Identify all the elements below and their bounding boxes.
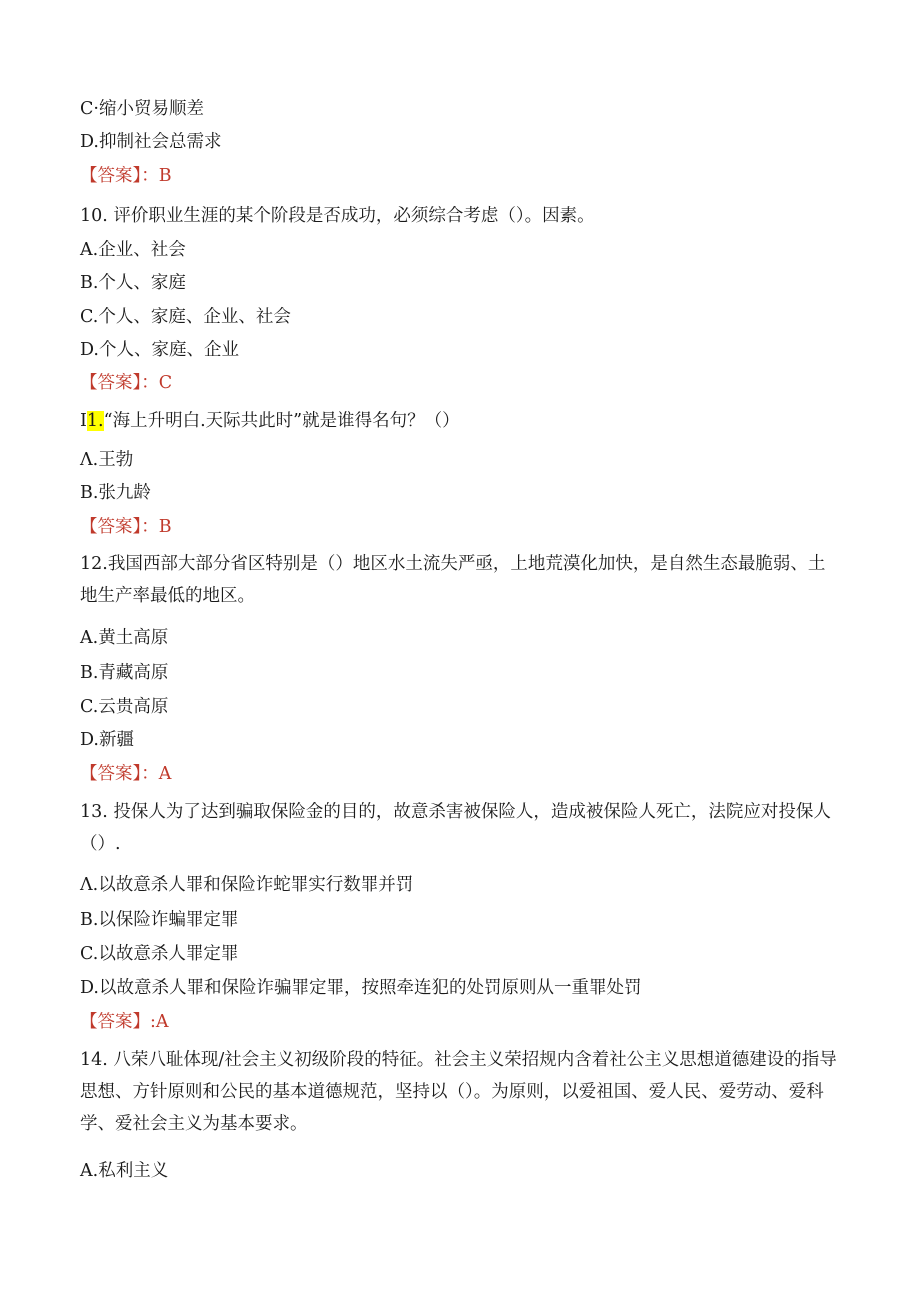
- question-11: [80, 410, 460, 432]
- question-12: 12.我国西部大部分省区特别是（）地区水土流失严亟，上地荒漠化加快，是自然生态最脆弱、土地生产率最低的地区。: [80, 554, 826, 606]
- question-13: 13. 投保人为了达到骗取保险金的目的，故意杀害被保险人，造成被保险人死亡，法院应对投保人（）.: [80, 802, 831, 854]
- answer-9: 【答案】：B: [80, 166, 172, 186]
- option-10c: C.个人、家庭、企业、社会: [80, 307, 291, 327]
- option-9c: C·缩小贸易顺差: [80, 99, 204, 119]
- option-13c: C.以故意杀人罪定罪: [80, 944, 239, 964]
- answer-12: 【答案】：A: [80, 764, 172, 784]
- option-13d: D.以故意杀人罪和保险诈骗罪定罪，按照牵连犯的处罚原则从一重罪处罚: [80, 978, 642, 998]
- question-11-prefix: I: [80, 411, 87, 431]
- question-11-number-highlight: 1.: [86, 411, 104, 431]
- answer-11: 【答案】：B: [80, 517, 172, 537]
- option-12c: C.云贵高原: [80, 697, 169, 717]
- option-11a: Λ.王勃: [80, 450, 134, 470]
- option-10a: A.企业、社会: [80, 240, 186, 260]
- option-11b: B.张九龄: [80, 483, 151, 503]
- option-13b: B.以保险诈蝙罪定罪: [80, 910, 239, 930]
- option-12b: B.青藏高原: [80, 663, 169, 683]
- option-10d: D.个人、家庭、企业: [80, 340, 239, 360]
- option-9d: D.抑制社会总需求: [80, 132, 222, 152]
- answer-10: 【答案】：C: [80, 373, 173, 393]
- option-12a: A.黄土高原: [80, 628, 169, 648]
- question-14: 14. 八荣八耻体现/社会主义初级阶段的特征。社会主义荣招规内含着社公主义思想道德建设的指导思想、方针原则和公民的基本道德规范，坚持以（）。为原则，以爱祖国、爱人民、爱劳动、爱科学、爱社会主义为基本要求。: [80, 1050, 837, 1134]
- option-13a: Λ.以故意杀人罪和保险诈蛇罪实行数罪并罚: [80, 875, 414, 895]
- question-10: 10. 评价职业生涯的某个阶段是否成功，必须综合考虑（）。因素。: [80, 206, 595, 226]
- option-14a: A.私利主义: [80, 1161, 169, 1181]
- option-10b: B.个人、家庭: [80, 273, 186, 293]
- option-12d: D.新疆: [80, 730, 134, 750]
- answer-13: 【答案】:A: [80, 1012, 169, 1032]
- question-11-text: “海上升明白.天际共此时”就是谁得名句？（）: [103, 411, 460, 431]
